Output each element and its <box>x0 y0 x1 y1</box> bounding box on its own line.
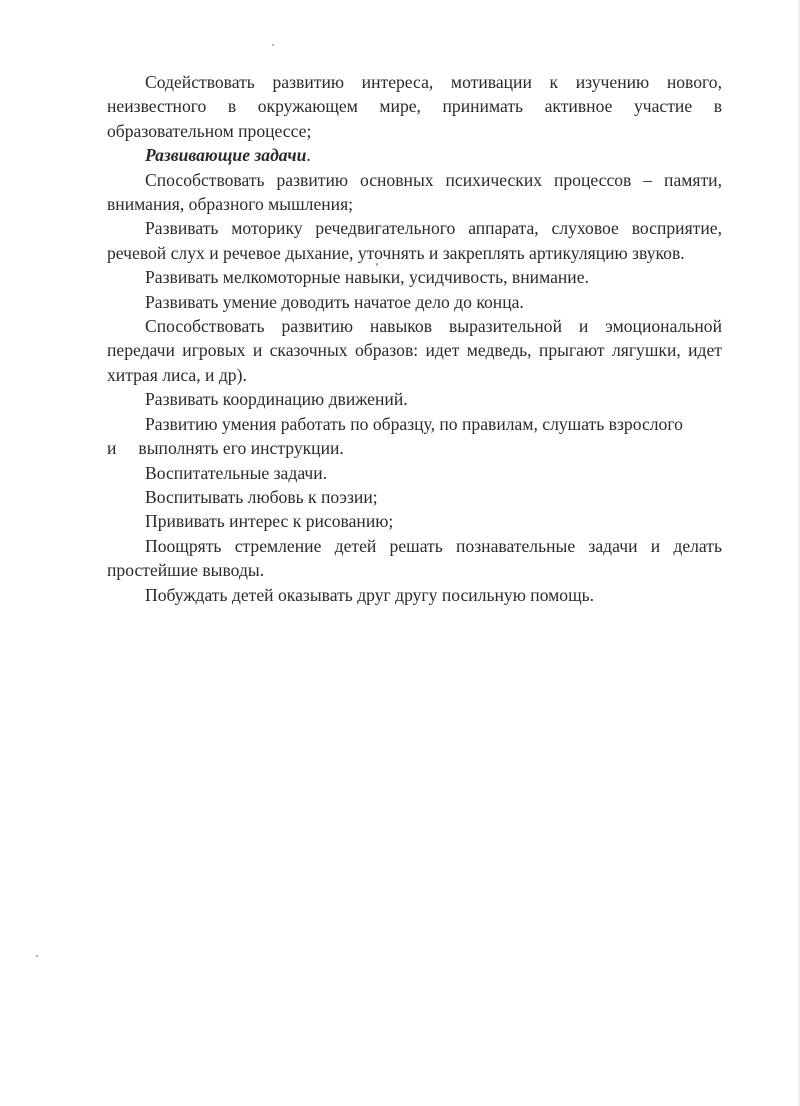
paragraph-coordination: Развивать координацию движений. <box>145 389 408 410</box>
paragraph-line-2: выполнять его инструкции. <box>138 438 344 459</box>
paragraph-instructions-line <box>107 436 722 460</box>
paragraph-interest: Содействовать развитию интереса, мотивации к изучению нового, неизвестного в окружающем мире, принимать активное участие в образовательном процессе; <box>107 72 722 141</box>
paragraph-mental-processes: Способствовать развитию основных психических процессов – памяти, внимания, образного мышления; <box>107 169 722 215</box>
heading-period: . <box>306 145 311 166</box>
paragraph-drawing: Прививать интерес к рисованию; <box>145 511 394 532</box>
paragraph-expressive-images: Способствовать развитию навыков выразительной и эмоциональной передачи игровых и сказочных образов: идет медведь, прыгают лягушки, идет хитрая лиса, и др). <box>107 316 722 385</box>
paragraph-poetry: Воспитывать любовь к поэзии; <box>145 486 378 507</box>
heading-text: Развивающие задачи <box>145 145 307 166</box>
document-text <box>107 70 722 607</box>
conjunction-i: и <box>107 438 117 459</box>
scan-speck <box>36 955 38 957</box>
heading-educational-tasks: Воспитательные задачи. <box>145 462 328 483</box>
paragraph-finish-task: Развивать умение доводить начатое дело до конца. <box>145 291 524 312</box>
paragraph-mutual-help: Побуждать детей оказывать друг другу посильную помощь. <box>145 584 595 605</box>
paragraph-speech-motor: Развивать моторику речедвигательного аппарата, слуховое восприятие, речевой слух и речевое дыхание, уточнять и закреплять артикуляцию звуков. <box>107 218 722 263</box>
paragraph-line-1: Развитию умения работать по образцу, по правилам, слушать взрослого <box>145 413 683 434</box>
scan-speck <box>272 44 274 46</box>
heading-developing-tasks <box>107 143 722 167</box>
paragraph-cognitive-tasks: Поощрять стремление детей решать познавательные задачи и делать простейшие выводы. <box>107 535 722 581</box>
paragraph-work-by-sample <box>107 412 722 436</box>
paragraph-fine-motor: Развивать мелкомоторные навыки, усидчивость, внимание. <box>145 267 589 288</box>
